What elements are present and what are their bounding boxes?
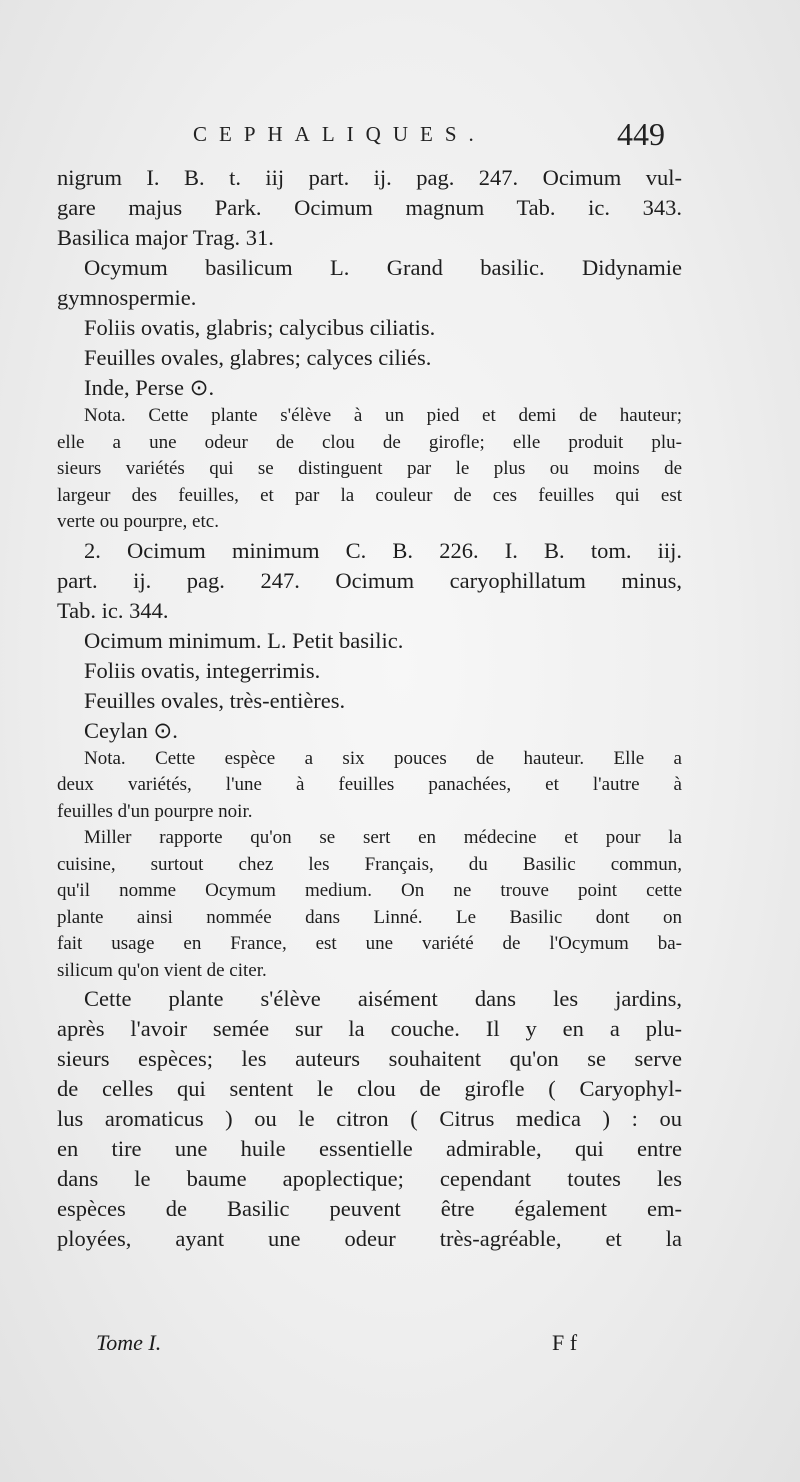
- text-line: Inde, Perse ⊙.: [84, 375, 215, 400]
- body-text: [57, 163, 682, 1254]
- text-line: plante ainsi nommée dans Linné. Le Basilic dont on: [57, 906, 682, 928]
- text-line: espèces de Basilic peuvent être également em-: [57, 1196, 682, 1221]
- text-line: cuisine, surtout chez les Français, du Basilic commun,: [57, 853, 682, 875]
- text-line: Foliis ovatis, glabris; calycibus ciliatis.: [84, 315, 436, 340]
- running-head: CEPHALIQUES.: [193, 122, 486, 146]
- text-line: qu'il nomme Ocymum medium. On ne trouve point cette: [57, 880, 682, 901]
- text-line: silicum qu'on vient de citer.: [57, 959, 267, 981]
- text-line: Ocimum minimum. L. Petit basilic.: [84, 627, 404, 653]
- page-header: [0, 110, 800, 160]
- volume-mark: Tome I.: [96, 1330, 162, 1355]
- text-line: Miller rapporte qu'on se sert en médecine et pour la: [84, 827, 682, 848]
- text-line: sieurs espèces; les auteurs souhaitent qu'on se serve: [57, 1046, 682, 1071]
- text-line: dans le baume apoplectique; cependant toutes les: [57, 1166, 682, 1191]
- text-line: Feuilles ovales, glabres; calyces ciliés.: [84, 345, 432, 370]
- text-line: Nota. Cette plante s'élève à un pied et demi de hauteur;: [84, 405, 682, 426]
- text-line: Cette plante s'élève aisément dans les jardins,: [84, 986, 682, 1011]
- text-line: Feuilles ovales, très-entières.: [84, 687, 346, 713]
- text-line: fait usage en France, est une variété de l'Ocymum ba-: [57, 933, 682, 954]
- text-line: gymnospermie.: [57, 285, 197, 310]
- text-line: deux variétés, l'une à feuilles panachées, et l'autre à: [57, 774, 682, 795]
- page-number: 449: [617, 116, 665, 152]
- text-line: lus aromaticus ) ou le citron ( Citrus medica ) : ou: [57, 1106, 682, 1131]
- text-line: verte ou pourpre, etc.: [57, 511, 219, 532]
- text-line: feuilles d'un pourpre noir.: [57, 800, 253, 822]
- text-line: Ceylan ⊙.: [84, 717, 178, 743]
- text-line: Nota. Cette espèce a six pouces de hauteur. Elle a: [84, 747, 682, 769]
- text-line: gare majus Park. Ocimum magnum Tab. ic. 343.: [57, 195, 682, 220]
- text-line: sieurs variétés qui se distinguent par le plus ou moins de: [57, 458, 682, 479]
- text-line: en tire une huile essentielle admirable, qui entre: [57, 1136, 682, 1161]
- text-line: largeur des feuilles, et par la couleur de ces feuilles qui est: [57, 484, 682, 506]
- text-line: part. ij. pag. 247. Ocimum caryophillatum minus,: [57, 567, 682, 593]
- text-line: Tab. ic. 344.: [57, 597, 169, 623]
- text-line: elle a une odeur de clou de girofle; elle produit plu-: [57, 431, 682, 453]
- signature-mark: F f: [552, 1330, 578, 1355]
- text-line: nigrum I. B. t. iij part. ij. pag. 247. Ocimum vul-: [57, 165, 682, 190]
- text-line: Ocymum basilicum L. Grand basilic. Didynamie: [84, 255, 682, 280]
- text-line: ployées, ayant une odeur très-agréable, et la: [57, 1226, 682, 1251]
- text-line: Basilica major Trag. 31.: [57, 225, 274, 250]
- text-line: 2. Ocimum minimum C. B. 226. I. B. tom. iij.: [84, 537, 682, 563]
- text-line: après l'avoir semée sur la couche. Il y en a plu-: [57, 1016, 682, 1041]
- page-footer: [0, 1330, 800, 1370]
- text-line: Foliis ovatis, integerrimis.: [84, 657, 321, 683]
- text-line: de celles qui sentent le clou de girofle ( Caryophyl-: [57, 1076, 682, 1101]
